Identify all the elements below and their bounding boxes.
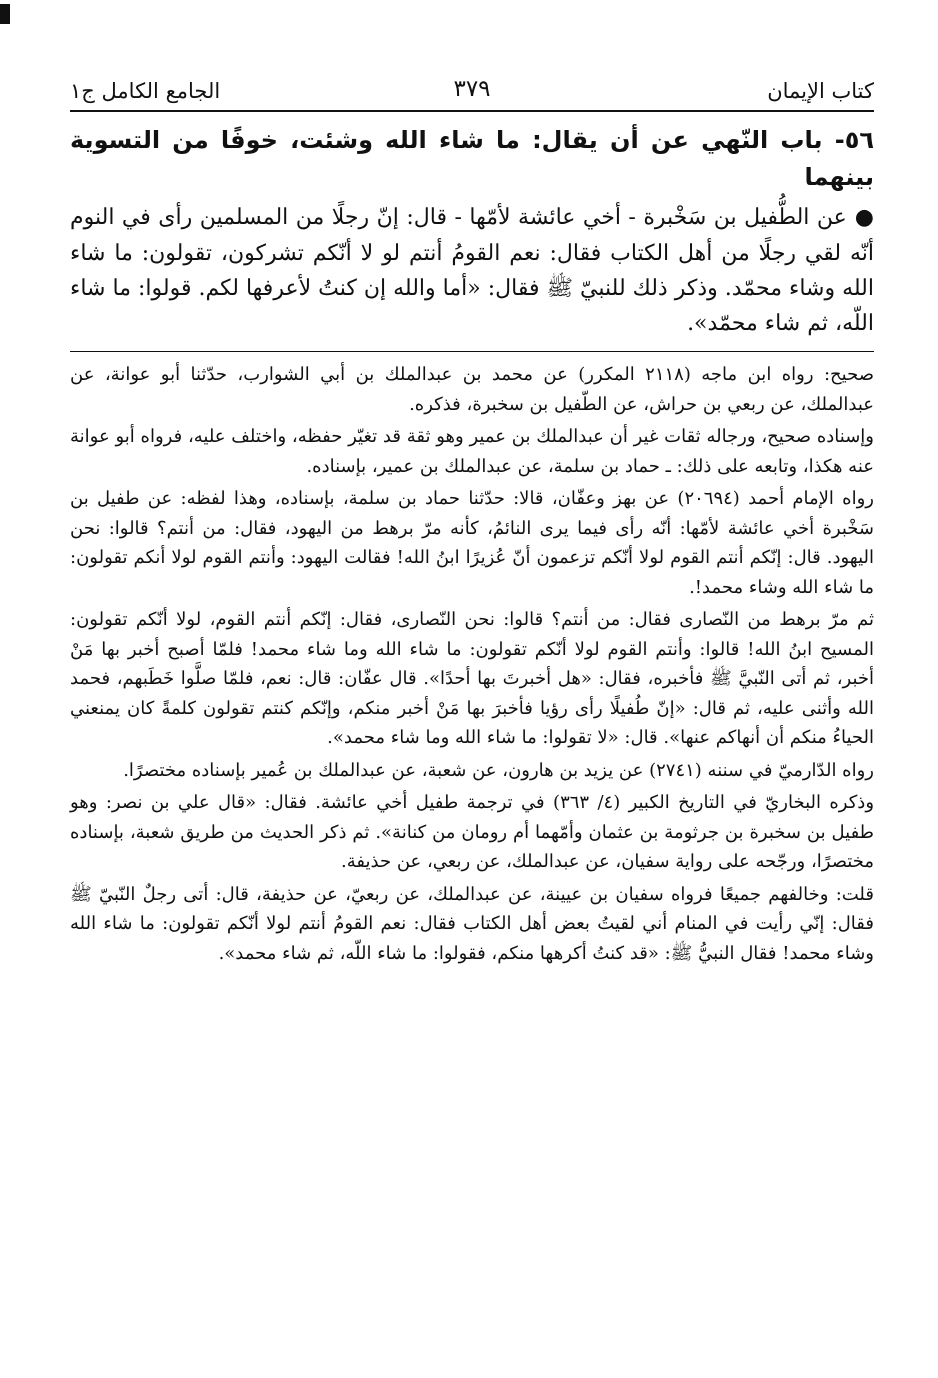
hadith-body: عن الطُّفيل بن سَخْبرة - أخي عائشة لأمّها - قال: إنّ رجلًا من المسلمين رأى في النوم أنّه لقي رجلًا من أهل الكتاب فقال: نعم القومُ أنتم لو لا أنّكم تشركون، تقولون: ما شاء الله وشاء محمّد. وذكر ذلك للنبيّ ﷺ فقال: «أما والله إن كنتُ لأعرفها لكم. قولوا: ما شاء اللّه، ثم شاء محمّد». [70, 205, 874, 336]
commentary-paragraph: وإسناده صحيح، ورجاله ثقات غير أن عبدالملك بن عمير وهو ثقة قد تغيّر حفظه، واختلف عليه، فرواه أبو عوانة عنه هكذا، وتابعه على ذلك: ـ حماد بن سلمة، عن عبدالملك بن عمير، بإسناده. [70, 426, 874, 477]
header-rule [70, 110, 874, 112]
header-book-title: كتاب الإيمان [767, 78, 874, 103]
commentary-paragraph: صحيح: رواه ابن ماجه (٢١١٨ المكرر) عن محمد بن عبدالملك بن أبي الشوارب، حدّثنا أبو عوانة، عن عبدالملك، عن ربعي بن حراش، عن الطّفيل بن سخبرة، فذكره. [70, 364, 874, 415]
bullet-icon: ● [854, 205, 874, 231]
commentary [70, 360, 874, 968]
commentary-paragraph: قلت: وخالفهم جميعًا فرواه سفيان بن عيينة، عن عبدالملك، عن ربعيّ، عن حذيفة، قال: أتى رجلٌ النّبيّ ﷺ فقال: إنّي رأيت في المنام أني لقيتُ بعض أهل الكتاب فقال: نعم القومُ أنتم لولا أنّكم تقولون: ما شاء الله وشاء محمد! فقال النبيُّ ﷺ: «قد كنتُ أكرهها منكم، فقولوا: ما شاء اللّه، ثم شاء محمد». [70, 883, 874, 964]
running-header [70, 60, 874, 104]
commentary-paragraph: وذكره البخاريّ في التاريخ الكبير (٤/ ٣٦٣) في ترجمة طفيل أخي عائشة. فقال: «قال علي بن نصر: وهو طفيل بن سخبرة بن جرثومة بن عثمان وأمّهما أم رومان من كنانة». ثم ذكر الحديث من طريق شعبة، بإسناده مختصرًا، ورجّحه على رواية سفيان، عن عبدالملك، عن ربعي، عن حذيفة. [70, 792, 875, 873]
commentary-paragraph: ثم مرّ برهط من النّصارى فقال: من أنتم؟ قالوا: نحن النّصارى، فقال: إنّكم أنتم القوم، لولا أنّكم تقولون: المسيح ابنُ الله! قالوا: وأنتم القوم لولا أنّكم تقولون: ما شاء الله وما شاء محمد! فلمّا أصبح أخبر بها مَنْ أخبر، ثم أتى النّبيَّ ﷺ فأخبره، فقال: «هل أخبرتَ بها أحدًا». قال عفّان: قال: نعم، فلمّا صلَّوا خَطَبهم، فحمد الله وأثنى عليه، ثم قال: «إنّ طُفيلًا رأى رؤيا فأخبرَ بها مَنْ أخبر منكم، وإنّكم كنتم تقولون كلمةً كان يمنعني الحياءُ منكم أن أنهاكم عنها». قال: «لا تقولوا: ما شاء الله وما شاء محمد». [70, 609, 874, 749]
chapter-title: ٥٦- باب النّهي عن أن يقال: ما شاء الله وشئت، خوفًا من التسوية بينهما [70, 126, 874, 192]
page-corner-mark [0, 4, 10, 24]
hadith-text [70, 200, 874, 341]
header-volume-title: الجامع الكامل ج١ [70, 78, 221, 103]
commentary-paragraph: رواه الدّارميّ في سننه (٢٧٤١) عن يزيد بن هارون، عن شعبة، عن عبدالملك بن عُمير بإسناده مختصرًا. [123, 759, 874, 781]
page-number: ٣٧٩ [453, 76, 491, 103]
commentary-paragraph: رواه الإمام أحمد (٢٠٦٩٤) عن بهز وعفّان، قالا: حدّثنا حماد بن سلمة، بإسناده، وهذا لفظه: عن طفيل بن سَخْبرة أخي عائشة لأمّها: أنّه رأى فيما يرى النائمُ، كأنه مرّ برهط من اليهود، فقال: من أنتم؟ قالوا: نحن اليهود. قال: إنّكم أنتم القوم لولا أنّكم تزعمون أنّ عُزيرًا ابنُ الله! فقالت اليهود: وأنتم القوم لولا أنكم تقولون: ما شاء الله وشاء محمد!. [70, 488, 874, 598]
section-rule [70, 351, 874, 352]
book-page [70, 60, 874, 1338]
